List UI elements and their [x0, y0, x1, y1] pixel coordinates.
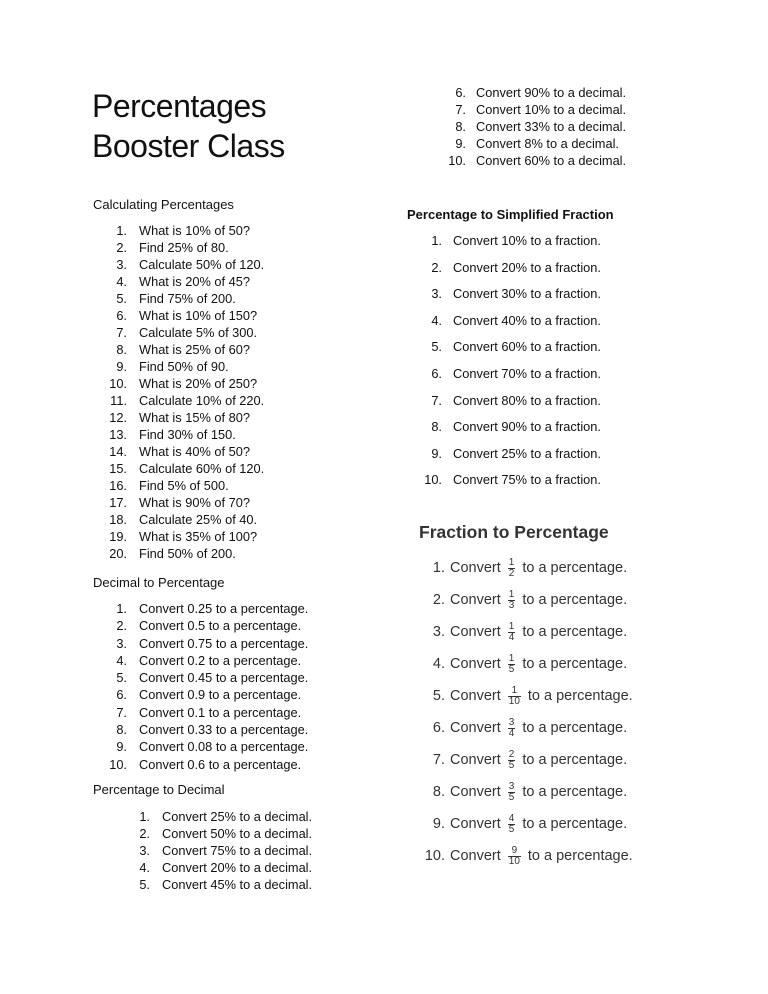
- item-suffix: to a percentage.: [527, 688, 633, 704]
- fraction: [508, 654, 516, 675]
- section-heading-calculating: Calculating Percentages: [93, 197, 234, 212]
- list-item: [93, 545, 264, 562]
- fraction: [508, 590, 516, 611]
- item-number: 17.: [109, 495, 127, 510]
- item-text: Convert 8% to a decimal.: [476, 136, 619, 151]
- list-item: [433, 152, 626, 169]
- item-text: Find 50% of 90.: [139, 359, 229, 374]
- item-number: 15.: [109, 461, 127, 476]
- item-text: Convert 0.5 to a percentage.: [139, 618, 302, 634]
- list-item: [407, 228, 601, 255]
- item-number: 13.: [109, 427, 127, 442]
- item-number: 8.: [431, 419, 442, 435]
- list-item: [93, 635, 308, 652]
- denominator: 10: [508, 695, 520, 707]
- list-item: [93, 511, 264, 528]
- item-text: Find 25% of 80.: [139, 240, 229, 255]
- numerator: 1: [511, 684, 518, 696]
- denominator: 4: [508, 727, 515, 739]
- item-text: What is 90% of 70?: [139, 495, 250, 510]
- item-number: 7.: [116, 325, 127, 340]
- numerator: 1: [508, 620, 515, 632]
- list-item: [419, 776, 633, 808]
- list-item: [407, 441, 601, 468]
- item-number: 10.: [424, 848, 445, 864]
- denominator: 5: [508, 663, 515, 675]
- item-suffix: to a percentage.: [522, 624, 628, 640]
- item-number: 7.: [455, 102, 466, 117]
- item-text: Convert 0.75 to a percentage.: [139, 635, 309, 651]
- item-suffix: to a percentage.: [522, 656, 628, 672]
- list-item: [116, 808, 312, 825]
- list-item: [93, 477, 264, 494]
- item-text: What is 25% of 60?: [139, 342, 250, 357]
- item-text: What is 10% of 50?: [139, 223, 250, 238]
- item-number: 9.: [116, 359, 127, 374]
- denominator: 5: [508, 791, 515, 803]
- item-text: Convert 60% to a decimal.: [476, 153, 627, 168]
- item-text: Convert 0.6 to a percentage.: [139, 756, 302, 772]
- item-prefix: Convert: [450, 816, 501, 832]
- item-number: 4.: [432, 656, 445, 672]
- item-text: Convert 90% to a decimal.: [476, 85, 627, 100]
- list-item: [419, 808, 633, 840]
- list-item: [419, 616, 633, 648]
- denominator: 4: [508, 631, 515, 643]
- item-number: 7.: [432, 752, 445, 768]
- numerator: 1: [508, 652, 515, 664]
- list-item: [116, 842, 312, 859]
- item-number: 11.: [110, 393, 127, 408]
- item-text: Convert 45% to a decimal.: [162, 877, 313, 892]
- denominator: 5: [508, 759, 515, 771]
- list-item: [93, 273, 264, 290]
- item-number: 9.: [116, 739, 127, 755]
- item-text: Convert 0.45 to a percentage.: [139, 670, 309, 686]
- item-number: 2.: [139, 826, 150, 841]
- item-number: 5.: [139, 877, 150, 892]
- list-item: [407, 414, 601, 441]
- list-item: [93, 669, 308, 686]
- item-text: Calculate 50% of 120.: [139, 257, 265, 272]
- item-text: What is 35% of 100?: [139, 529, 258, 544]
- item-number: 1.: [116, 601, 127, 616]
- item-number: 4.: [431, 312, 442, 328]
- item-number: 3.: [431, 286, 442, 302]
- list-item: [433, 84, 626, 101]
- list-item: [116, 859, 312, 876]
- item-text: Find 5% of 500.: [139, 478, 229, 493]
- percentage-to-decimal-list-b: [433, 84, 626, 169]
- title-line-2: Booster Class: [92, 128, 285, 164]
- item-text: Convert 50% to a decimal.: [162, 826, 313, 841]
- list-item: [407, 361, 601, 388]
- numerator: 3: [508, 716, 515, 728]
- item-prefix: Convert: [450, 688, 501, 704]
- item-number: 5.: [431, 339, 442, 355]
- title-line-1: Percentages: [92, 88, 267, 124]
- item-suffix: to a percentage.: [527, 848, 633, 864]
- item-number: 19.: [109, 529, 127, 544]
- item-text: Convert 25% to a fraction.: [453, 445, 601, 461]
- numerator: 3: [508, 780, 515, 792]
- item-number: 8.: [116, 342, 127, 357]
- item-text: Find 30% of 150.: [139, 427, 236, 442]
- item-number: 14.: [109, 444, 127, 459]
- item-number: 9.: [455, 136, 466, 151]
- item-number: 16.: [109, 478, 127, 493]
- item-text: Convert 70% to a fraction.: [453, 365, 601, 381]
- item-number: 7.: [431, 392, 442, 408]
- list-item: [93, 256, 264, 273]
- item-prefix: Convert: [450, 592, 501, 608]
- list-item: [116, 876, 312, 893]
- list-item: [93, 756, 308, 773]
- percentage-to-decimal-list-a: [116, 808, 312, 893]
- item-text: Convert 75% to a fraction.: [453, 472, 601, 488]
- item-prefix: Convert: [450, 752, 501, 768]
- item-text: What is 20% of 45?: [139, 274, 250, 289]
- fraction: [508, 782, 516, 803]
- item-number: 9.: [431, 445, 442, 461]
- fraction: [508, 718, 516, 739]
- item-text: What is 20% of 250?: [139, 376, 258, 391]
- list-item: [419, 680, 633, 712]
- list-item: [433, 118, 626, 135]
- list-item: [93, 443, 264, 460]
- item-number: 1.: [116, 223, 127, 238]
- item-text: Convert 10% to a decimal.: [476, 102, 627, 117]
- item-text: Convert 75% to a decimal.: [162, 843, 313, 858]
- list-item: [419, 744, 633, 776]
- item-number: 3.: [432, 624, 445, 640]
- item-text: Convert 0.2 to a percentage.: [139, 652, 302, 668]
- denominator: 3: [508, 599, 515, 611]
- denominator: 10: [508, 855, 520, 867]
- list-item: [93, 358, 264, 375]
- list-item: [419, 552, 633, 584]
- list-item: [407, 334, 601, 361]
- list-item: [93, 409, 264, 426]
- list-item: [93, 392, 264, 409]
- list-item: [407, 255, 601, 282]
- section-heading-fraction-to-percentage: Fraction to Percentage: [419, 522, 609, 542]
- numerator: 1: [508, 588, 515, 600]
- item-number: 6.: [432, 720, 445, 736]
- item-suffix: to a percentage.: [522, 816, 628, 832]
- item-number: 3.: [116, 635, 127, 651]
- item-number: 3.: [139, 843, 150, 858]
- list-item: [93, 721, 308, 738]
- item-number: 8.: [432, 784, 445, 800]
- item-prefix: Convert: [450, 848, 501, 864]
- item-number: 9.: [432, 816, 445, 832]
- item-number: 3.: [116, 257, 127, 272]
- list-item: [93, 307, 264, 324]
- list-item: [419, 648, 633, 680]
- page-title: [92, 86, 352, 166]
- item-prefix: Convert: [450, 656, 501, 672]
- item-suffix: to a percentage.: [522, 752, 628, 768]
- item-text: Convert 90% to a fraction.: [453, 419, 601, 435]
- item-text: Convert 80% to a fraction.: [453, 392, 601, 408]
- list-item: [116, 825, 312, 842]
- item-number: 6.: [116, 308, 127, 323]
- list-item: [93, 239, 264, 256]
- item-number: 10.: [109, 756, 127, 772]
- item-text: Convert 0.08 to a percentage.: [139, 739, 309, 755]
- section-heading-decimal-to-percentage: Decimal to Percentage: [93, 575, 225, 590]
- item-number: 2.: [116, 240, 127, 255]
- item-number: 2.: [116, 618, 127, 634]
- list-item: [93, 290, 264, 307]
- item-text: Find 75% of 200.: [139, 291, 236, 306]
- item-number: 10.: [448, 153, 466, 168]
- item-suffix: to a percentage.: [522, 720, 628, 736]
- item-number: 2.: [432, 592, 445, 608]
- item-text: Convert 10% to a fraction.: [453, 233, 601, 248]
- list-item: [419, 712, 633, 744]
- fraction: [508, 814, 516, 835]
- list-item: [93, 341, 264, 358]
- numerator: 4: [508, 812, 515, 824]
- item-number: 10.: [424, 472, 442, 488]
- item-text: Convert 20% to a fraction.: [453, 259, 601, 275]
- item-text: Convert 60% to a fraction.: [453, 339, 601, 355]
- numerator: 1: [508, 556, 515, 568]
- item-number: 7.: [116, 704, 127, 720]
- item-number: 5.: [116, 291, 127, 306]
- item-number: 6.: [431, 365, 442, 381]
- fraction-to-percentage-list: [419, 552, 633, 872]
- list-item: [93, 426, 264, 443]
- section-heading-percentage-to-decimal: Percentage to Decimal: [93, 782, 225, 797]
- list-item: [93, 652, 308, 669]
- item-number: 12.: [109, 410, 127, 425]
- item-text: Convert 0.9 to a percentage.: [139, 687, 302, 703]
- list-item: [407, 281, 601, 308]
- item-number: 5.: [432, 688, 445, 704]
- list-item: [433, 135, 626, 152]
- fraction: [508, 846, 521, 867]
- item-text: Calculate 5% of 300.: [139, 325, 258, 340]
- item-prefix: Convert: [450, 560, 501, 576]
- fraction: [508, 750, 516, 771]
- list-item: [93, 686, 308, 703]
- fraction: [508, 558, 516, 579]
- item-number: 1.: [139, 809, 150, 824]
- list-item: [407, 467, 601, 494]
- item-text: Calculate 60% of 120.: [139, 461, 265, 476]
- item-text: Convert 30% to a fraction.: [453, 286, 601, 302]
- list-item: [93, 704, 308, 721]
- item-number: 4.: [116, 274, 127, 289]
- item-text: Convert 25% to a decimal.: [162, 809, 313, 824]
- item-text: What is 40% of 50?: [139, 444, 250, 459]
- item-suffix: to a percentage.: [522, 560, 628, 576]
- item-text: Convert 0.1 to a percentage.: [139, 704, 302, 720]
- list-item: [93, 222, 264, 239]
- item-number: 8.: [455, 119, 466, 134]
- list-item: [93, 617, 308, 634]
- item-suffix: to a percentage.: [522, 592, 628, 608]
- item-text: Calculate 25% of 40.: [139, 512, 258, 527]
- section-heading-percentage-to-fraction: Percentage to Simplified Fraction: [407, 207, 614, 222]
- fraction: [508, 622, 516, 643]
- denominator: 2: [508, 567, 515, 579]
- numerator: 9: [511, 844, 518, 856]
- item-number: 18.: [109, 512, 127, 527]
- item-number: 10.: [109, 376, 127, 391]
- list-item: [93, 460, 264, 477]
- numerator: 2: [508, 748, 515, 760]
- list-item: [419, 584, 633, 616]
- list-item: [407, 308, 601, 335]
- item-number: 4.: [116, 652, 127, 668]
- item-number: 2.: [431, 259, 442, 275]
- item-text: Convert 33% to a decimal.: [476, 119, 627, 134]
- decimal-to-percentage-list: [93, 600, 308, 773]
- item-prefix: Convert: [450, 720, 501, 736]
- list-item: [419, 840, 633, 872]
- item-prefix: Convert: [450, 624, 501, 640]
- item-text: Convert 40% to a fraction.: [453, 312, 601, 328]
- item-number: 20.: [109, 546, 127, 561]
- percentage-to-fraction-list: [407, 228, 601, 494]
- list-item: [93, 528, 264, 545]
- item-prefix: Convert: [450, 784, 501, 800]
- item-number: 8.: [116, 722, 127, 738]
- item-number: 4.: [139, 860, 150, 875]
- item-text: What is 15% of 80?: [139, 410, 250, 425]
- item-suffix: to a percentage.: [522, 784, 628, 800]
- item-text: Calculate 10% of 220.: [139, 393, 265, 408]
- calculating-list: [93, 222, 264, 562]
- list-item: [93, 375, 264, 392]
- item-text: Find 50% of 200.: [139, 546, 236, 561]
- list-item: [93, 494, 264, 511]
- item-number: 6.: [116, 687, 127, 703]
- item-text: Convert 0.33 to a percentage.: [139, 722, 309, 738]
- list-item: [93, 738, 308, 755]
- item-number: 1.: [431, 233, 442, 248]
- item-number: 5.: [116, 670, 127, 686]
- item-number: 6.: [455, 85, 466, 100]
- item-text: What is 10% of 150?: [139, 308, 258, 323]
- list-item: [93, 600, 308, 617]
- item-text: Convert 0.25 to a percentage.: [139, 601, 309, 616]
- list-item: [407, 388, 601, 415]
- list-item: [93, 324, 264, 341]
- denominator: 5: [508, 823, 515, 835]
- item-text: Convert 20% to a decimal.: [162, 860, 313, 875]
- fraction: [508, 686, 521, 707]
- item-number: 1.: [432, 560, 445, 576]
- list-item: [433, 101, 626, 118]
